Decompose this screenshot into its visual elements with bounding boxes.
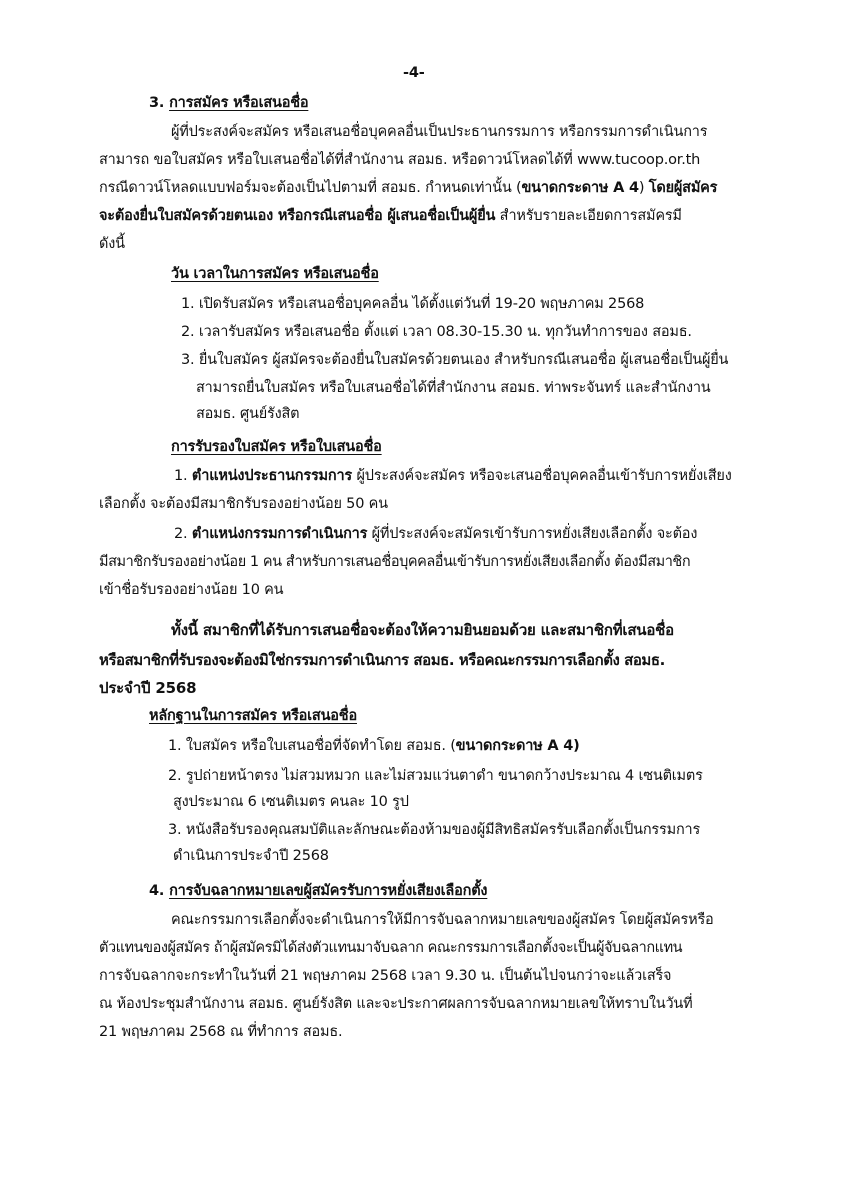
endorsement-item-1-cont: เลือกตั้ง จะต้องมีสมาชิกรับรองอย่างน้อย 50 คน <box>99 496 388 512</box>
section-3-number: 3. <box>149 95 165 111</box>
intro-line-1: ผู้ที่ประสงค์จะสมัคร หรือเสนอชื่อบุคคลอื่นเป็นประธานกรรมการ หรือกรรมการดำเนินการ <box>171 124 708 140</box>
endorsement-heading: การรับรองใบสมัคร หรือใบเสนอชื่อ <box>171 439 382 455</box>
section-4-line-4: ณ ห้องประชุมสำนักงาน สอมธ. ศูนย์รังสิต และจะประกาศผลการจับฉลากหมายเลขให้ทราบในวันที่ <box>99 996 693 1012</box>
section-3-heading <box>149 93 308 113</box>
schedule-item-3: 3. ยื่นใบสมัคร ผู้สมัครจะต้องยื่นใบสมัครด้วยตนเอง สำหรับกรณีเสนอชื่อ ผู้เสนอชื่อเป็นผู้ยื่น <box>181 352 729 368</box>
note-line-1: ทั้งนี้ สมาชิกที่ได้รับการเสนอชื่อจะต้องให้ความยินยอมด้วย และสมาชิกที่เสนอชื่อ <box>171 621 674 639</box>
endorsement-item-2-position: ตำแหน่งกรรมการดำเนินการ <box>191 526 368 542</box>
endorsement-item-1 <box>174 466 732 486</box>
note-line-3: ประจำปี 2568 <box>99 679 197 697</box>
evidence-item-1-text: 1. ใบสมัคร หรือใบเสนอชื่อที่จัดทำโดย สอมธ. ( <box>168 738 456 754</box>
evidence-item-1 <box>168 736 580 756</box>
evidence-item-3-cont: ดำเนินการประจำปี 2568 <box>173 848 329 864</box>
schedule-item-3-cont-2: สอมธ. ศูนย์รังสิต <box>196 406 300 422</box>
intro-line-4-text: สำหรับรายละเอียดการสมัครมี <box>495 208 682 224</box>
section-4-line-5: 21 พฤษภาคม 2568 ณ ที่ทำการ สอมธ. <box>99 1024 343 1040</box>
endorsement-item-2-number: 2. <box>174 526 188 542</box>
evidence-item-2-cont: สูงประมาณ 6 เซนติเมตร คนละ 10 รูป <box>173 794 409 810</box>
evidence-item-2: 2. รูปถ่ายหน้าตรง ไม่สวมหมวก และไม่สวมแว่นตาดำ ขนาดกว้างประมาณ 4 เซนติเมตร <box>168 768 703 784</box>
intro-line-3-bold: โดยผู้สมัคร <box>648 180 718 196</box>
section-4-title: การจับฉลากหมายเลขผู้สมัครรับการหยั่งเสียงเลือกตั้ง <box>169 883 488 899</box>
section-3-title: การสมัคร หรือเสนอชื่อ <box>169 95 309 111</box>
endorsement-item-2 <box>174 524 697 544</box>
schedule-item-1: 1. เปิดรับสมัคร หรือเสนอชื่อบุคคลอื่น ได้ตั้งแต่วันที่ 19-20 พฤษภาคม 2568 <box>181 296 645 312</box>
section-4-line-2: ตัวแทนของผู้สมัคร ถ้าผู้สมัครมิได้ส่งตัวแทนมาจับฉลาก คณะกรรมการเลือกตั้งจะเป็นผู้จับฉลากแทน <box>99 940 683 956</box>
intro-line-5: ดังนี้ <box>99 236 125 252</box>
endorsement-item-1-number: 1. <box>174 468 188 484</box>
endorsement-item-2-cont-1: มีสมาชิกรับรองอย่างน้อย 1 คน สำหรับการเสนอชื่อบุคคลอื่นเข้ารับการหยั่งเสียงเลือกตั้ง ต้องมีสมาชิก <box>99 554 691 570</box>
endorsement-item-1-position: ตำแหน่งประธานกรรมการ <box>191 468 353 484</box>
intro-line-4-bold: จะต้องยื่นใบสมัครด้วยตนเอง หรือกรณีเสนอชื่อ ผู้เสนอชื่อเป็นผู้ยื่น <box>99 208 496 224</box>
section-4-number: 4. <box>149 883 165 899</box>
evidence-heading: หลักฐานในการสมัคร หรือเสนอชื่อ <box>149 708 357 724</box>
note-line-2: หรือสมาชิกที่รับรองจะต้องมิใช่กรรมการดำเนินการ สอมธ. หรือคณะกรรมการเลือกตั้ง สอมธ. <box>99 651 665 669</box>
section-4-line-3: การจับฉลากจะกระทำในวันที่ 21 พฤษภาคม 2568 เวลา 9.30 น. เป็นต้นไปจนกว่าจะแล้วเสร็จ <box>99 968 672 984</box>
endorsement-item-2-text: ผู้ที่ประสงค์จะสมัครเข้ารับการหยั่งเสียงเลือกตั้ง จะต้อง <box>367 526 698 542</box>
intro-line-3-close: ) <box>638 180 649 196</box>
section-4-line-1: คณะกรรมการเลือกตั้งจะดำเนินการให้มีการจับฉลากหมายเลขของผู้สมัคร โดยผู้สมัครหรือ <box>171 912 714 928</box>
schedule-item-3-cont-1: สามารถยื่นใบสมัคร หรือใบเสนอชื่อได้ที่สำนักงาน สอมธ. ท่าพระจันทร์ และสำนักงาน <box>196 380 711 396</box>
evidence-paper-size: ขนาดกระดาษ A 4 <box>455 738 574 754</box>
section-4-heading <box>149 881 487 901</box>
intro-line-3-text: กรณีดาวน์โหลดแบบฟอร์มจะต้องเป็นไปตามที่ สอมธ. กำหนดเท่านั้น ( <box>99 180 522 196</box>
evidence-item-3: 3. หนังสือรับรองคุณสมบัติและลักษณะต้องห้ามของผู้มีสิทธิสมัครรับเลือกตั้งเป็นกรรมการ <box>168 822 701 838</box>
endorsement-item-1-text: ผู้ประสงค์จะสมัคร หรือจะเสนอชื่อบุคคลอื่นเข้ารับการหยั่งเสียง <box>352 468 732 484</box>
intro-line-2: สามารถ ขอใบสมัคร หรือใบเสนอชื่อได้ที่สำนักงาน สอมธ. หรือดาวน์โหลดได้ที่ www.tucoop.or.th <box>99 152 701 168</box>
intro-line-4 <box>99 206 682 226</box>
intro-line-3 <box>99 178 717 198</box>
schedule-heading: วัน เวลาในการสมัคร หรือเสนอชื่อ <box>171 266 379 282</box>
page-number: -4- <box>403 65 425 81</box>
evidence-item-1-close: ) <box>573 738 580 754</box>
schedule-item-2: 2. เวลารับสมัคร หรือเสนอชื่อ ตั้งแต่ เวลา 08.30-15.30 น. ทุกวันทำการของ สอมธ. <box>181 324 692 340</box>
paper-size-note: ขนาดกระดาษ A 4 <box>521 180 639 196</box>
endorsement-item-2-cont-2: เข้าชื่อรับรองอย่างน้อย 10 คน <box>99 582 284 598</box>
